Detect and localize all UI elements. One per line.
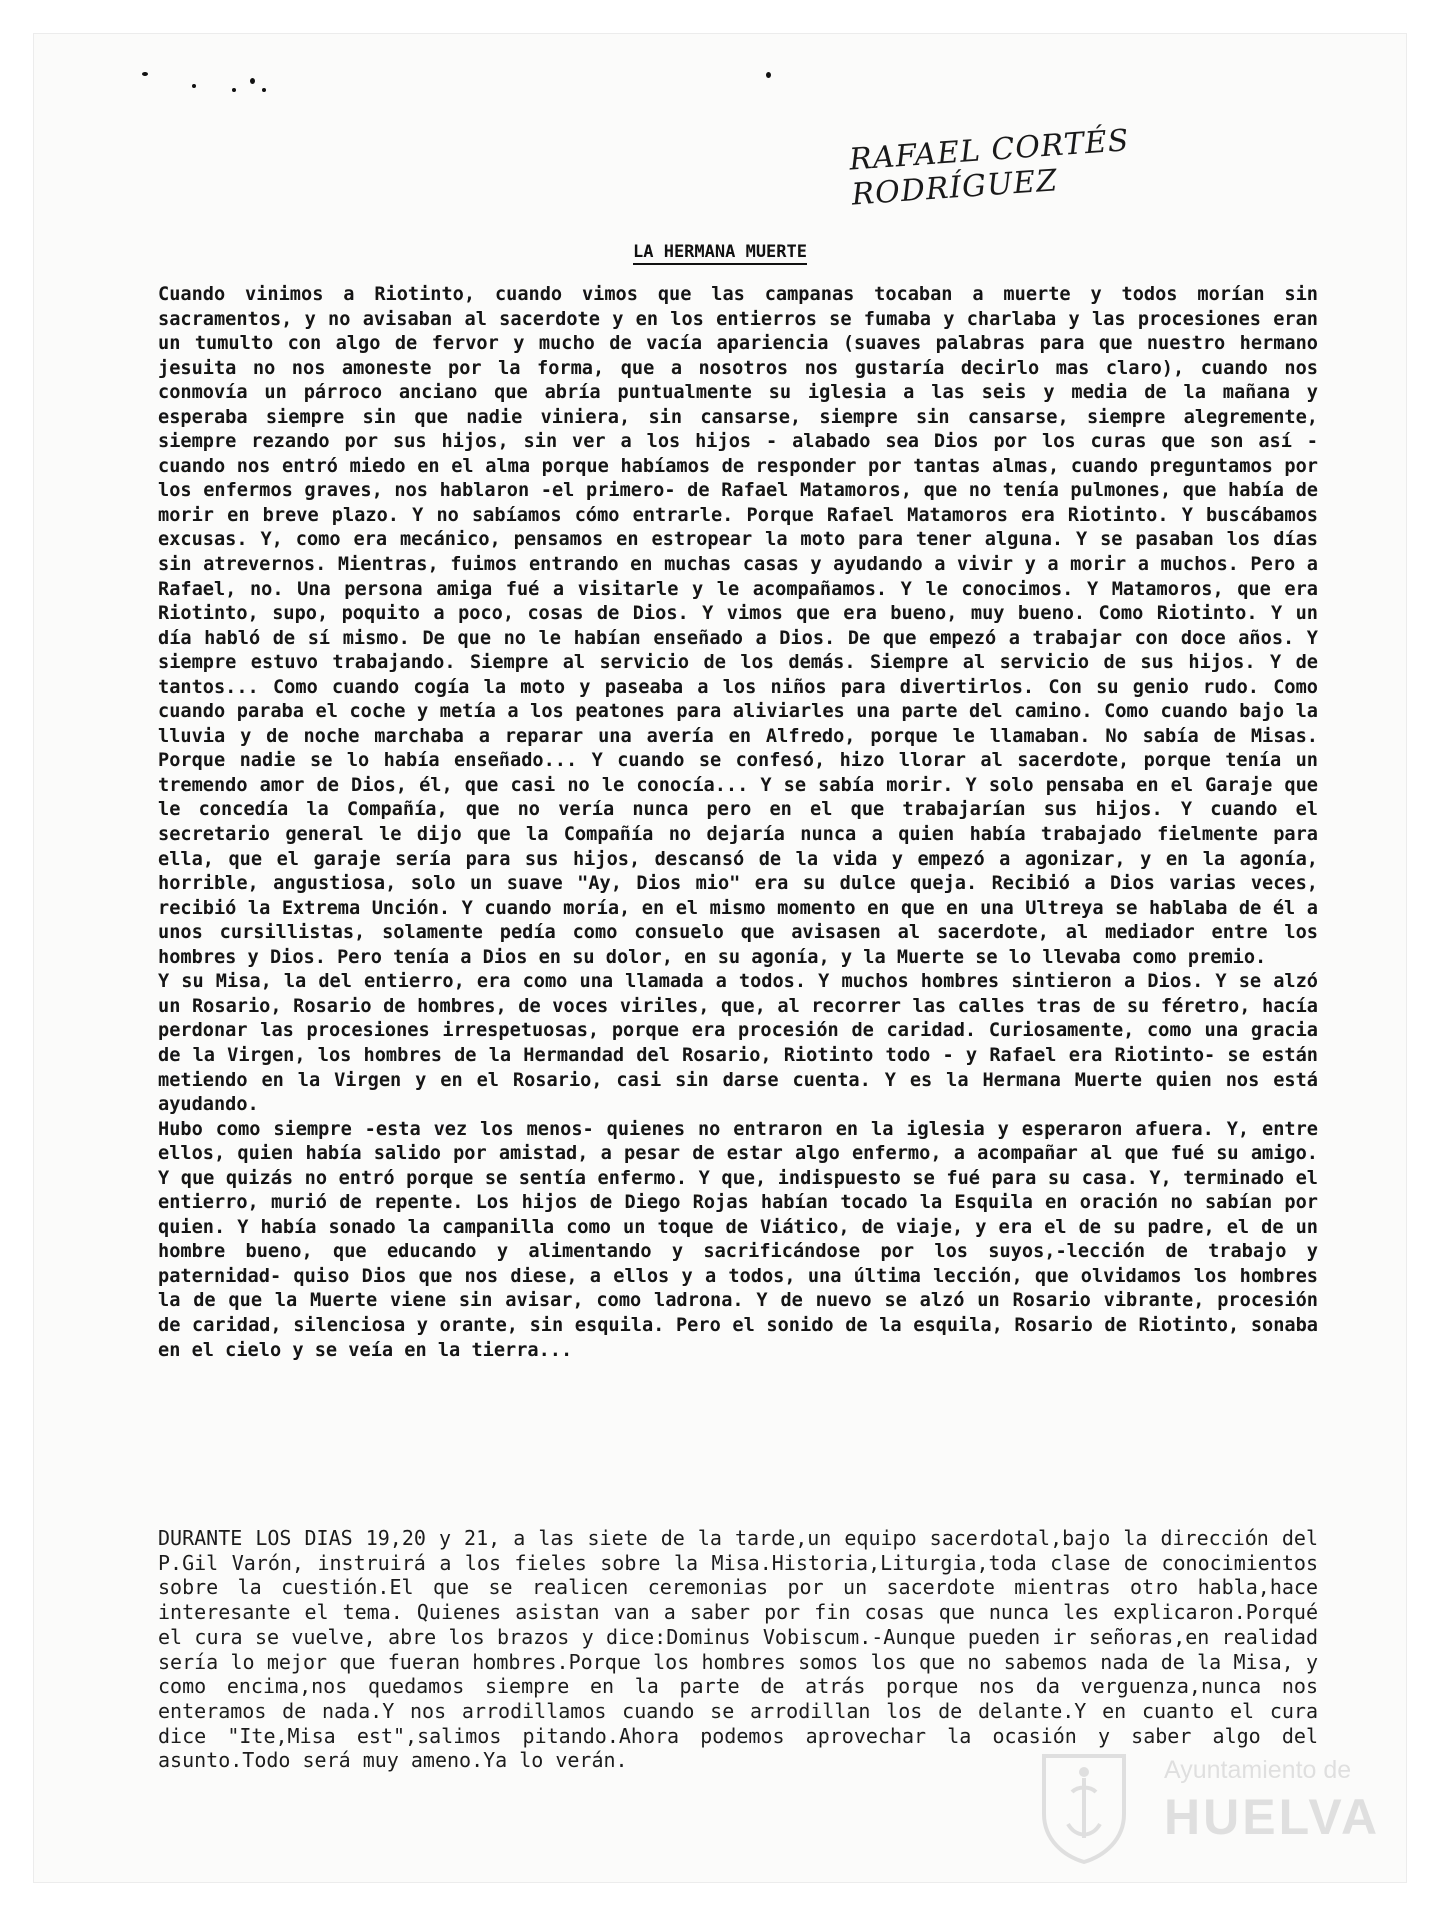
- article-paragraph: Cuando vinimos a Riotinto, cuando vimos que las campanas tocaban a muerte y todos morían sin sacramentos, y no avisaban al sacerdote y en los entierros se fumaba y charlaba y las procesiones eran un tumulto con algo de fervor y mucho de vacía apariencia (suaves palabras para que nuestro hermano jesuita no nos amoneste por la forma, que a nosotros nos gustaría decirlo mas claro), cuando nos conmovía un párroco anciano que abría puntualmente su iglesia a las seis y media de la mañana y esperaba siempre sin que nadie viniera, sin cansarse, siempre sin cansarse, siempre alegremente, siempre rezando por sus hijos, sin ver a los hijos - alabado sea Dios por los curas que son así - cuando nos entró miedo en el alma porque habíamos de responder por tantas almas, cuando preguntamos por los enfermos graves, nos hablaron -el primero- de Rafael Matamoros, que no tenía pulmones, que había de morir en breve plazo. Y no sabíamos cómo entrarle. Porque Rafael Matamoros era Riotinto. Y buscábamos excusas. Y, como era mecánico, pensamos en estropear la moto para tener alguna. Y se pasaban los días sin atrevernos. Mientras, fuimos entrando en muchas casas y ayudando a vivir y a morir a muchos. Pero a Rafael, no. Una persona amiga fué a visitarle y le acompañamos. Y le conocimos. Y Matamoros, que era Riotinto, supo, poquito a poco, cosas de Dios. Y vimos que era bueno, muy bueno. Como Riotinto. Y un día habló de sí mismo. De que no le habían enseñado a Dios. De que empezó a trabajar con doce años. Y siempre estuvo trabajando. Siempre al servicio de los demás. Siempre al servicio de sus hijos. Y de tantos... Como cuando cogía la moto y paseaba a los niños para divertirlos. Con su genio rudo. Como cuando paraba el coche y metía a los peatones para aliviarles una parte del camino. Como cuando bajo la lluvia y de noche marchaba a reparar una avería en Alfredo, porque le llamaban. No sabía de Misas. Porque nadie se lo había enseñado... Y cuando se confesó, hizo llorar al sacerdote, porque tenía un tremendo amor de Dios, él, que casi no le conocía... Y se sabía morir. Y solo pensaba en el Garaje que le concedía la Compañía, que no vería nunca pero en el que trabajarían sus hijos. Y cuando el secretario general le dijo que la Compañía no dejaría nunca a quien había trabajado fielmente para ella, que el garaje sería para sus hijos, descansó de la vida y empezó a agonizar, y en la agonía, horrible, angustiosa, solo un suave "Ay, Dios mio" era su dulce queja. Recibió a Dios varias veces, recibió la Extrema Unción. Y cuando moría, en el mismo momento en que en una Ultreya se hablaba de él a unos cursillistas, solamente pedía como consuelo que avisasen al sacerdote, al mediador entre los hombres y Dios. Pero tenía a Dios en su dolor, en su agonía, y la Muerte se lo llevaba como premio.: [158, 284, 1318, 968]
- ink-speck: [232, 88, 236, 92]
- mass-course-notice: DURANTE LOS DIAS 19,20 y 21, a las siete de la tarde,un equipo sacerdotal,bajo la dirección del P.Gil Varón, instruirá a los fieles sobre la Misa.Historia,Liturgia,toda clase de conocimientos sobre la cuestión.El que se realicen ceremonias por un sacerdote mientras otro habla,hace interesante el tema. Quienes asistan van a saber por fin cosas que nunca les explicaron.Porqué el cura se vuelve, abre los brazos y dice:Dominus Vobiscum.-Aunque pueden ir señoras,en realidad sería lo mejor que fueran hombres.Porque los hombres somos los que no sabemos nada de la Misa, y como encima,nos quedamos siempre en la parte de atrás porque nos da verguenza,nunca nos enteramos de nada.Y nos arrodillamos cuando se arrodillan los de delante.Y en cuanto el cura dice "Ite,Misa est",salimos pitando.Ahora podemos aprovechar la ocasión y saber algo del asunto.Todo será muy ameno.Ya lo verán.: [158, 1526, 1318, 1773]
- page-title-text: LA HERMANA MUERTE: [633, 242, 807, 265]
- article-paragraph: Y su Misa, la del entierro, era como una llamada a todos. Y muchos hombres sintieron a Dios. Y se alzó un Rosario, Rosario de hombres, de voces viriles, que, al recorrer las calles tras de su féretro, hacía perdonar las procesiones irrespetuosas, porque era procesión de caridad. Curiosamente, como una gracia de la Virgen, los hombres de la Hermandad del Rosario, Riotinto todo - y Rafael era Riotinto- se están metiendo en la Virgen y en el Rosario, casi sin darse cuenta. Y es la Hermana Muerte quien nos está ayudando.: [158, 971, 1318, 1116]
- article-body: [158, 283, 1318, 1363]
- huelva-watermark: [1038, 1750, 1381, 1870]
- watermark-name: Ayuntamiento de: [1164, 1756, 1352, 1784]
- handwritten-signature: RAFAEL CORTÉS RODRÍGUEZ: [848, 123, 1131, 213]
- watermark-city: HUELVA: [1164, 1789, 1381, 1845]
- ink-speck: [250, 78, 255, 84]
- page-title: [0, 242, 1440, 262]
- article-paragraph: Hubo como siempre -esta vez los menos- quienes no entraron en la iglesia y esperaron afuera. Y, entre ellos, quien había salido por amistad, a pesar de estar algo enfermo, a acompañar al que fué su amigo. Y que quizás no entró porque se sentía enfermo. Y que, indispuesto se fué para su casa. Y, terminado el entierro, murió de repente. Los hijos de Diego Rojas habían tocado la Esquila en oración no sabían por quien. Y había sonado la campanilla como un toque de Viático, de viaje, y era el de su padre, el de un hombre bueno, que educando y alimentando y sacrificándose por los suyos,-lección de trabajo y paternidad- quiso Dios que nos diese, a ellos y a todos, una última lección, que olvidamos los hombres la de que la Muerte viene sin avisar, como ladrona. Y de nuevo se alzó un Rosario vibrante, procesión de caridad, silenciosa y orante, sin esquila. Pero el sonido de la esquila, Rosario de Riotinto, sonaba en el cielo y se veía en la tierra...: [158, 1118, 1318, 1361]
- ink-speck: [262, 88, 266, 92]
- ink-speck: [142, 72, 148, 76]
- city-crest-icon: [1038, 1752, 1130, 1864]
- ink-speck: [192, 84, 196, 88]
- ink-speck: [766, 72, 771, 78]
